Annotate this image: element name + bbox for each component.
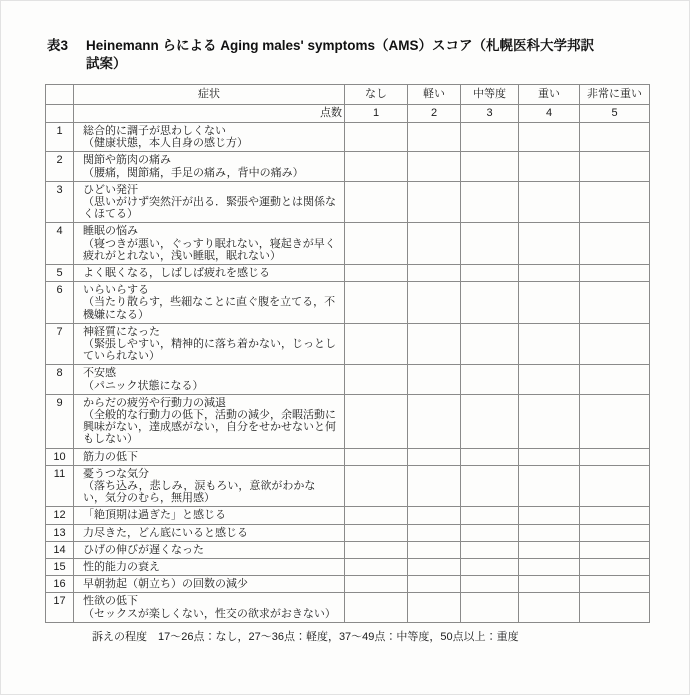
table-row <box>46 282 650 324</box>
score-cell-3 <box>461 122 519 151</box>
point-value-2: 2 <box>408 104 461 122</box>
symptom-main-text: 力尽きた，どん底にいると感じる <box>83 526 248 539</box>
score-cell-3 <box>461 264 519 281</box>
severity-header-moderate: 中等度 <box>461 84 519 104</box>
score-cell-1 <box>345 323 408 365</box>
symptom-detail-text: （パニック状態になる） <box>83 379 204 392</box>
score-cell-5 <box>580 559 650 576</box>
symptom-cell <box>74 448 345 465</box>
symptom-detail-text: （当たり散らす，些細なことに直ぐ腹を立てる，不機嫌になる） <box>83 296 336 321</box>
symptom-main-text: 早朝勃起（朝立ち）の回数の減少 <box>83 578 248 591</box>
point-value-5: 5 <box>580 104 650 122</box>
score-cell-5 <box>580 593 650 622</box>
score-cell-4 <box>519 394 580 448</box>
score-cell-4 <box>519 282 580 324</box>
point-value-4: 4 <box>519 104 580 122</box>
score-cell-4 <box>519 507 580 524</box>
score-cell-5 <box>580 576 650 593</box>
score-cell-1 <box>345 576 408 593</box>
severity-header-mild: 軽い <box>408 84 461 104</box>
symptom-main-text: 性欲の低下 <box>83 595 138 608</box>
severity-header-none: なし <box>345 84 408 104</box>
row-number: 14 <box>46 541 74 558</box>
point-value-3: 3 <box>461 104 519 122</box>
table-title-line1: Heinemann らによる Aging males' symptoms（AMS）スコア（札幌医科大学邦訳 <box>86 38 595 53</box>
table-number-label: 表3 <box>47 38 69 53</box>
severity-header-very-severe: 非常に重い <box>580 84 650 104</box>
score-cell-1 <box>345 394 408 448</box>
symptom-main-text: 憂うつな気分 <box>83 467 149 480</box>
score-cell-4 <box>519 323 580 365</box>
row-number: 7 <box>46 323 74 365</box>
score-cell-1 <box>345 448 408 465</box>
table-row <box>46 365 650 394</box>
page-content <box>1 1 689 644</box>
score-cell-1 <box>345 152 408 181</box>
score-cell-3 <box>461 223 519 265</box>
points-label: 点数 <box>74 104 345 122</box>
row-number: 6 <box>46 282 74 324</box>
symptom-cell <box>74 541 345 558</box>
row-number: 1 <box>46 122 74 151</box>
symptom-cell <box>74 524 345 541</box>
score-cell-2 <box>408 181 461 223</box>
row-number: 3 <box>46 181 74 223</box>
score-cell-3 <box>461 152 519 181</box>
symptom-detail-text: （健康状態，本人自身の感じ方） <box>83 137 248 150</box>
symptom-main-text: ひげの伸びが遅くなった <box>83 543 204 556</box>
score-cell-3 <box>461 181 519 223</box>
symptom-main-text: 睡眠の悩み <box>83 225 138 238</box>
score-cell-2 <box>408 465 461 507</box>
score-cell-5 <box>580 448 650 465</box>
score-cell-2 <box>408 593 461 622</box>
symptom-main-text: 筋力の低下 <box>83 450 138 463</box>
score-cell-3 <box>461 576 519 593</box>
score-cell-1 <box>345 181 408 223</box>
score-cell-2 <box>408 282 461 324</box>
score-cell-2 <box>408 323 461 365</box>
score-cell-5 <box>580 541 650 558</box>
score-cell-5 <box>580 122 650 151</box>
score-cell-5 <box>580 181 650 223</box>
table-row <box>46 152 650 181</box>
table-row <box>46 122 650 151</box>
symptom-main-text: ひどい発汗 <box>83 183 138 196</box>
score-cell-2 <box>408 122 461 151</box>
score-cell-5 <box>580 365 650 394</box>
empty-cell <box>46 104 74 122</box>
table-row <box>46 559 650 576</box>
header-row-points <box>46 104 650 122</box>
score-cell-1 <box>345 122 408 151</box>
score-cell-4 <box>519 181 580 223</box>
score-cell-5 <box>580 524 650 541</box>
score-cell-1 <box>345 223 408 265</box>
symptom-cell <box>74 465 345 507</box>
score-cell-5 <box>580 264 650 281</box>
symptom-cell <box>74 323 345 365</box>
symptom-main-text: 神経質になった <box>83 325 160 338</box>
score-cell-4 <box>519 448 580 465</box>
symptom-cell <box>74 223 345 265</box>
score-cell-5 <box>580 394 650 448</box>
score-cell-1 <box>345 282 408 324</box>
table-caption <box>47 37 653 73</box>
row-number: 13 <box>46 524 74 541</box>
score-cell-4 <box>519 122 580 151</box>
header-row-severity <box>46 84 650 104</box>
score-cell-3 <box>461 448 519 465</box>
table-row <box>46 223 650 265</box>
table-title <box>86 37 653 73</box>
symptom-cell <box>74 152 345 181</box>
symptom-detail-text: （全般的な行動力の低下，活動の減少，余暇活動に興味がない，達成感がない，自分をせかせないと何もしない） <box>83 408 336 446</box>
score-cell-2 <box>408 559 461 576</box>
symptom-column-header: 症状 <box>74 84 345 104</box>
score-cell-1 <box>345 524 408 541</box>
symptom-cell <box>74 365 345 394</box>
point-value-1: 1 <box>345 104 408 122</box>
score-cell-4 <box>519 559 580 576</box>
score-cell-1 <box>345 593 408 622</box>
score-cell-1 <box>345 365 408 394</box>
score-cell-5 <box>580 323 650 365</box>
score-cell-5 <box>580 507 650 524</box>
table-row <box>46 323 650 365</box>
score-cell-4 <box>519 465 580 507</box>
score-cell-5 <box>580 465 650 507</box>
row-number: 5 <box>46 264 74 281</box>
score-cell-5 <box>580 282 650 324</box>
symptom-cell <box>74 559 345 576</box>
row-number: 12 <box>46 507 74 524</box>
row-number: 9 <box>46 394 74 448</box>
score-cell-1 <box>345 465 408 507</box>
symptom-cell <box>74 576 345 593</box>
row-number: 4 <box>46 223 74 265</box>
symptom-detail-text: （寝つきが悪い，ぐっすり眠れない，寝起きが早く疲れがとれない，浅い睡眠，眠れない） <box>83 237 336 262</box>
row-number: 2 <box>46 152 74 181</box>
score-cell-1 <box>345 559 408 576</box>
score-cell-3 <box>461 507 519 524</box>
corner-cell <box>46 84 74 104</box>
score-cell-2 <box>408 223 461 265</box>
score-cell-4 <box>519 576 580 593</box>
ams-score-table <box>45 84 650 623</box>
symptom-detail-text: （腰痛，関節痛，手足の痛み，背中の痛み） <box>83 166 304 179</box>
table-row <box>46 524 650 541</box>
score-cell-3 <box>461 524 519 541</box>
score-cell-3 <box>461 559 519 576</box>
table-row <box>46 264 650 281</box>
row-number: 11 <box>46 465 74 507</box>
score-cell-2 <box>408 541 461 558</box>
symptom-main-text: 「絶頂期は過ぎた」と感じる <box>83 509 226 522</box>
score-cell-2 <box>408 448 461 465</box>
symptom-cell <box>74 122 345 151</box>
score-cell-4 <box>519 365 580 394</box>
score-cell-3 <box>461 282 519 324</box>
score-cell-3 <box>461 593 519 622</box>
score-cell-4 <box>519 223 580 265</box>
row-number: 8 <box>46 365 74 394</box>
score-cell-5 <box>580 223 650 265</box>
table-row <box>46 593 650 622</box>
score-cell-4 <box>519 524 580 541</box>
symptom-cell <box>74 394 345 448</box>
score-cell-2 <box>408 394 461 448</box>
table-row <box>46 541 650 558</box>
symptom-main-text: 不安感 <box>83 367 116 380</box>
table-row <box>46 465 650 507</box>
table-row <box>46 394 650 448</box>
score-cell-5 <box>580 152 650 181</box>
score-interpretation-note: 訴えの程度 17～26点：なし，27～36点：軽度，37～49点：中等度，50点以上：重度 <box>92 630 519 643</box>
score-cell-3 <box>461 541 519 558</box>
row-number: 17 <box>46 593 74 622</box>
table-row <box>46 576 650 593</box>
symptom-main-text: いらいらする <box>83 284 149 297</box>
score-cell-1 <box>345 541 408 558</box>
symptom-main-text: 関節や筋肉の痛み <box>83 154 171 167</box>
table-title-line2: 試案） <box>86 55 127 71</box>
score-cell-2 <box>408 365 461 394</box>
score-cell-2 <box>408 524 461 541</box>
row-number: 10 <box>46 448 74 465</box>
score-cell-4 <box>519 264 580 281</box>
score-cell-3 <box>461 365 519 394</box>
score-cell-3 <box>461 465 519 507</box>
symptom-detail-text: （緊張しやすい，精神的に落ち着かない，じっとしていられない） <box>83 337 336 363</box>
symptom-cell <box>74 282 345 324</box>
score-cell-1 <box>345 264 408 281</box>
symptom-main-text: よく眠くなる，しばしば疲れを感じる <box>83 266 270 279</box>
score-cell-2 <box>408 507 461 524</box>
score-cell-2 <box>408 264 461 281</box>
table-row <box>46 448 650 465</box>
symptom-cell <box>74 264 345 281</box>
symptom-main-text: からだの疲労や行動力の減退 <box>83 396 226 409</box>
score-cell-4 <box>519 152 580 181</box>
symptom-main-text: 性的能力の衰え <box>83 561 160 573</box>
table-row <box>46 507 650 524</box>
row-number: 16 <box>46 576 74 593</box>
table-row <box>46 181 650 223</box>
score-cell-4 <box>519 593 580 622</box>
score-cell-3 <box>461 323 519 365</box>
symptom-detail-text: （落ち込み，悲しみ，涙もろい，意欲がわかない，気分のむら，無用感） <box>83 479 316 505</box>
score-cell-2 <box>408 576 461 593</box>
row-number: 15 <box>46 559 74 576</box>
severity-header-severe: 重い <box>519 84 580 104</box>
symptom-cell <box>74 181 345 223</box>
symptom-main-text: 総合的に調子が思わしくない <box>83 124 226 137</box>
symptom-detail-text: （セックスが楽しくない，性交の欲求がおきない） <box>83 607 336 620</box>
score-cell-1 <box>345 507 408 524</box>
symptom-detail-text: （思いがけず突然汗が出る．緊張や運動とは関係なくほてる） <box>83 195 336 221</box>
symptom-table-body <box>46 122 650 622</box>
score-cell-3 <box>461 394 519 448</box>
score-cell-4 <box>519 541 580 558</box>
score-cell-2 <box>408 152 461 181</box>
symptom-cell <box>74 593 345 622</box>
symptom-cell <box>74 507 345 524</box>
